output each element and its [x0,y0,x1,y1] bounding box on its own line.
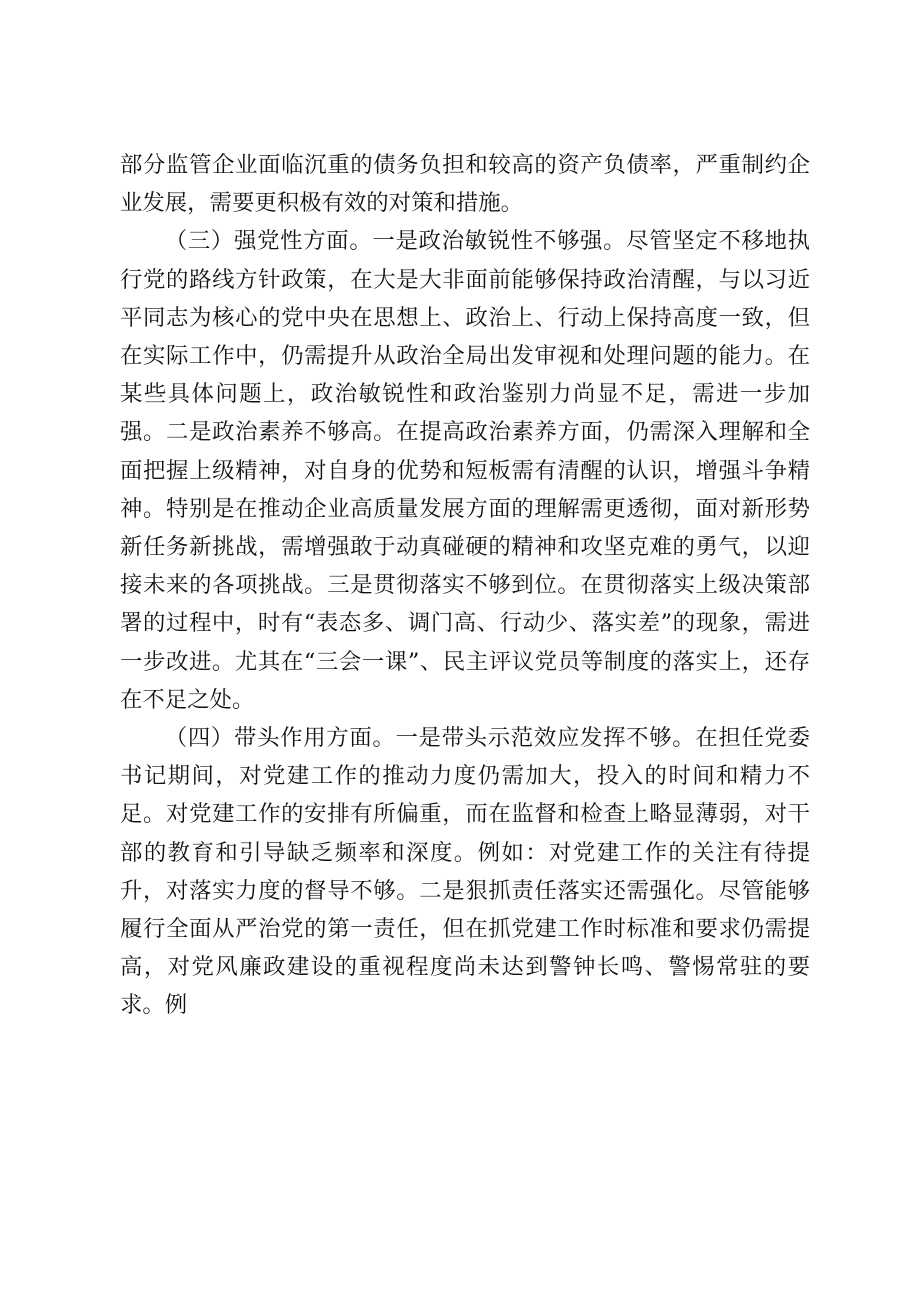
document-page [120,146,810,1025]
paragraph-continuation: 部分监管企业面临沉重的债务负担和较高的资产负债率，严重制约企业发展，需要更积极有效的对策和措施。 [120,152,810,217]
paragraph-section-four: （四）带头作用方面。一是带头示范效应发挥不够。在担任党委书记期间，对党建工作的推动力度仍需加大，投入的时间和精力不足。对党建工作的安排有所偏重，而在监督和检查上略显薄弱，对干部的教育和引导缺乏频率和深度。例如：对党建工作的关注有待提升，对落实力度的督导不够。二是狠抓责任落实还需强化。尽管能够履行全面从严治党的第一责任，但在抓党建工作时标准和要求仍需提高，对党风廉政建设的重视程度尚未达到警钟长鸣、警惕常驻的要求。例 [120,725,810,1019]
paragraph-section-three: （三）强党性方面。一是政治敏锐性不够强。尽管坚定不移地执行党的路线方针政策，在大是大非面前能够保持政治清醒，与以习近平同志为核心的党中央在思想上、政治上、行动上保持高度一致，但在实际工作中，仍需提升从政治全局出发审视和处理问题的能力。在某些具体问题上，政治敏锐性和政治鉴别力尚显不足，需进一步加强。二是政治素养不够高。在提高政治素养方面，仍需深入理解和全面把握上级精神，对自身的优势和短板需有清醒的认识，增强斗争精神。特别是在推动企业高质量发展方面的理解需更透彻，面对新形势新任务新挑战，需增强敢于动真碰硬的精神和攻坚克难的勇气，以迎接未来的各项挑战。三是贯彻落实不够到位。在贯彻落实上级决策部署的过程中，时有“表态多、调门高、行动少、落实差”的现象，需进一步改进。尤其在“三会一课”、民主评议党员等制度的落实上，还存在不足之处。 [120,228,810,713]
